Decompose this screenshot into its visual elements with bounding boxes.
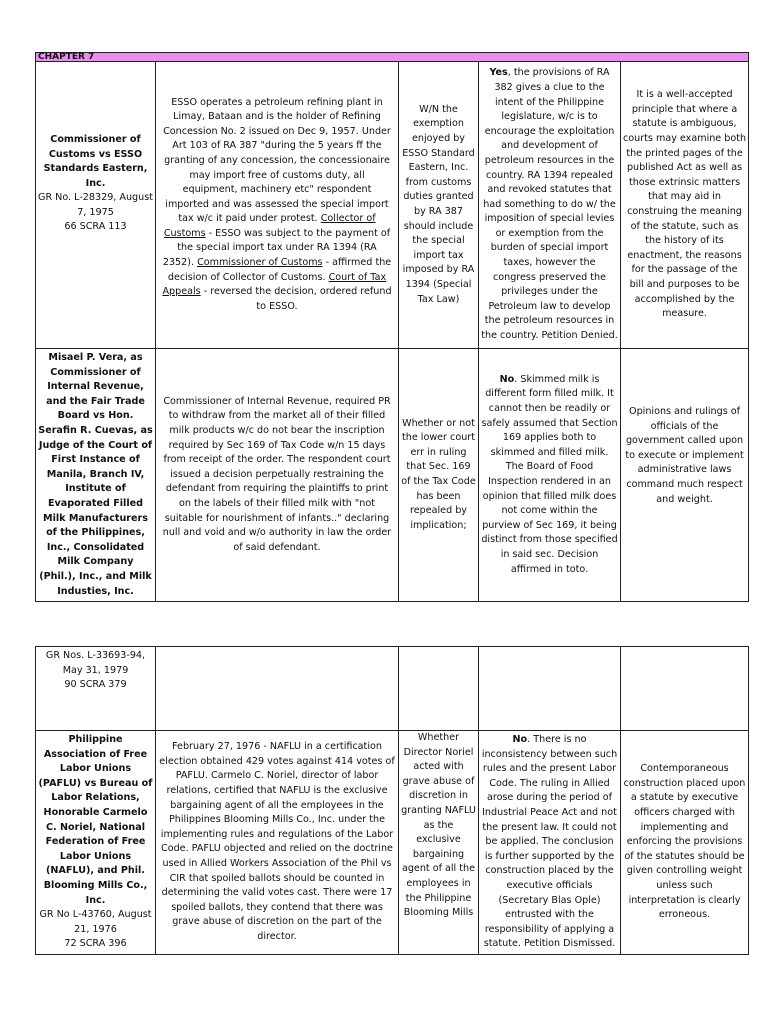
- facts-cell: Commissioner of Internal Revenue, required PR to withdraw from the market all of their filled milk products w/c do not bear the inscription required by Sec 169 of Tax Code w/n 15 days from receipt of the order. The respondent court issued a decision perpetually restraining the defendant from requiring the plaintiffs to print on the labels of their filled milk with "not suitable for nourishment of infants.." declaring null and void and w/o authority in law the order of said defendant.: [156, 349, 399, 602]
- ruling-text: , the provisions of RA 382 gives a clue to the intent of the Philippine legislature, w/c is to encourage the exploitation and development of petroleum resources in the country. RA 1394 repealed and revoked statutes that had something to do w/ the imposition of special levies or exemption from the burden of special import taxes, however the congress preserved the privileges under the Petroleum law to develop the petroleum resources in the country. Petition Denied.: [481, 67, 618, 342]
- chapter-header-row: [36, 53, 749, 62]
- facts-text: ESSO operates a petroleum refining plant in Limay, Bataan and is the holder of Refining Concession No. 2 issued on Dec 9, 1957. Under Art 103 of RA 387 "during the 5 years ff the granting of any concession, the concessionaire may import free of customs duty, all equipment, machinery etc" respondent imported and was assessed the special import tax w/c it paid under protest.: [163, 96, 391, 225]
- case-citation-cell: [36, 647, 156, 731]
- case-table-2: [35, 646, 749, 955]
- facts-text: - reversed the decision, ordered refund to ESSO.: [200, 286, 392, 312]
- case-scra: 90 SCRA 379: [64, 679, 127, 691]
- facts-cell: [156, 62, 399, 349]
- case-name: Misael P. Vera, as Commissioner of Internal Revenue, and the Fair Trade Board vs Hon. Serafin R. Cuevas, as Judge of the Court of First Instance of Manila, Branch IV, Institute of Evaporated Filled Milk Manufacturers of the Philippines, Inc., Consolidated Milk Company (Phil.), Inc., and Milk Industies, Inc.: [38, 352, 153, 597]
- issue-cell: Whether or not the lower court err in ruling that Sec. 169 of the Tax Code has been repealed by implication;: [399, 349, 479, 602]
- case-scra: 66 SCRA 113: [64, 221, 127, 233]
- case-name-cell: [36, 731, 156, 955]
- chapter-title: CHAPTER 7: [36, 53, 749, 62]
- case-name: Commissioner of Customs vs ESSO Standards Eastern, Inc.: [43, 133, 148, 189]
- case-name-cell: [36, 349, 156, 602]
- issue-cell: W/N the exemption enjoyed by ESSO Standard Eastern, Inc. from customs duties granted by RA 387 should include the special import tax imposed by RA 1394 (Special Tax Law): [399, 62, 479, 349]
- facts-underlined-cta: Court of Tax Appeals: [162, 271, 387, 298]
- case-name-cell: [36, 62, 156, 349]
- case-citation: GR No. L-28329, August 7, 1975: [38, 192, 153, 218]
- issue-cell: [399, 647, 479, 731]
- facts-text: - affirmed the decision of Collector of Customs.: [167, 257, 392, 283]
- doctrine-cell: Contemporaneous construction placed upon a statute by executive officers charged with implementing and enforcing the provisions of the statutes should be given controlling weight unless such interpretation is clearly erroneous.: [621, 731, 749, 955]
- ruling-cell: [479, 62, 621, 349]
- ruling-text: . Skimmed milk is different form filled milk. It cannot then be readily or safely assumed that Section 169 applies both to skimmed and filled milk. The Board of Food Inspection rendered in an opinion that filled milk does not come within the purview of Sec 169, it being distinct from those specified in said sec. Decision affirmed in toto.: [481, 373, 618, 575]
- case-table-1: [35, 52, 749, 602]
- facts-text: - ESSO was subject to the payment of the special import tax under RA 1394 (RA 2352).: [162, 227, 391, 269]
- table-row: [36, 62, 749, 349]
- facts-cell: [156, 647, 399, 731]
- facts-underlined-commissioner: Commissioner of Customs: [197, 257, 323, 269]
- ruling-cell: [479, 349, 621, 602]
- doctrine-cell: [621, 647, 749, 731]
- case-name: Philippine Association of Free Labor Unions (PAFLU) vs Bureau of Labor Relations, Honorable Carmelo C. Noriel, National Federation of Free Labor Unions (NAFLU), and Phil. Blooming Mills Co., Inc.: [38, 734, 153, 906]
- doctrine-cell: It is a well-accepted principle that where a statute is ambiguous, courts may examine both the printed pages of the published Act as well as those extrinsic matters that may aid in construing the meaning of the statute, such as the history of its enactment, the reasons for the passage of the bill and purposes to be accomplished by the measure.: [621, 62, 749, 349]
- facts-underlined-collector: Collector of Customs: [163, 213, 376, 239]
- ruling-cell: [479, 731, 621, 955]
- ruling-answer: No: [499, 373, 515, 385]
- ruling-answer: No: [512, 734, 528, 745]
- facts-cell: February 27, 1976 - NAFLU in a certification election obtained 429 votes against 414 votes of PAFLU. Carmelo C. Noriel, director of labor relations, certified that NAFLU is the exclusive bargaining agent of all the employees in the Philippines Blooming Mills Co., Inc. under the implementing rules and regulations of the Labor Code. PAFLU objected and relied on the doctrine used in Allied Workers Association of the Phil vs CIR that spoiled ballots should be counted in determining the valid votes cast. There were 17 spoiled ballots, they contend that there was grave abuse of discretion on the part of the director.: [156, 731, 399, 955]
- case-citation: GR Nos. L-33693-94, May 31, 1979: [45, 650, 146, 676]
- table-row: [36, 731, 749, 955]
- ruling-answer: Yes: [489, 67, 508, 79]
- ruling-cell: [479, 647, 621, 731]
- ruling-text: . There is no inconsistency between such rules and the present Labor Code. The ruling in Allied arose during the period of Industrial Peace Act and not the present law. It could not be applied. The conclusion is further supported by the construction placed by the executive officials (Secretary Blas Ople) entrusted with the responsibility of applying a statute. Petition Dismissed.: [481, 734, 618, 950]
- issue-cell: Whether Director Noriel acted with grave abuse of discretion in granting NAFLU as the exclusive bargaining agent of all the employees in the Philippine Blooming Mills: [399, 731, 479, 955]
- doctrine-cell: Opinions and rulings of officials of the government called upon to execute or implement administrative laws command much respect and weight.: [621, 349, 749, 602]
- table-row: [36, 647, 749, 731]
- table-row: [36, 349, 749, 602]
- case-citation: GR No L-43760, August 21, 1976: [39, 909, 152, 935]
- case-scra: 72 SCRA 396: [64, 938, 127, 950]
